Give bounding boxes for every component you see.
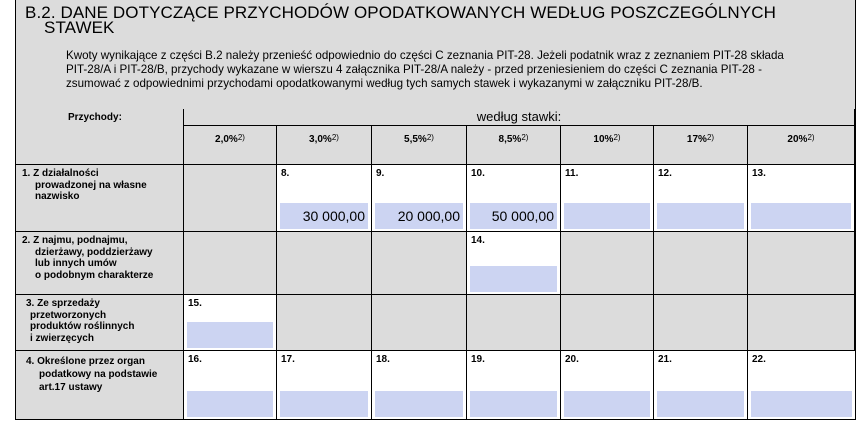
field-number: 13. [752, 168, 766, 179]
field-8 [277, 165, 372, 232]
row-label: 3. Ze sprzedaży przetworzonych produktów roślinnych i zwierzęcych [26, 298, 135, 344]
empty-cell [277, 232, 372, 295]
field-number: 14. [471, 235, 485, 246]
note-line: PIT-28/A i PIT-28/B, przychody wykazane w wierszu 4 załącznika PIT-28/A należy - przed przeniesieniem do części C zeznania PIT-28 - [66, 63, 762, 76]
empty-cell [561, 232, 654, 295]
note-line: Kwoty wynikające z części B.2 należy przenieść odpowiednio do części C zeznania PIT-28. Jeżeli podatnik wraz z zeznaniem PIT-28 składa [66, 49, 784, 62]
section-note [66, 49, 846, 91]
field-14 [467, 232, 561, 295]
rate-col-header: 5,5%$^{2)}$ [372, 126, 467, 165]
field-15 [184, 295, 277, 351]
field-number: 11. [565, 168, 579, 179]
field-number: 21. [658, 354, 672, 365]
field-number: 9. [376, 168, 385, 179]
row-label-cell [16, 295, 184, 351]
section-title-line2: STAWEK [44, 18, 115, 37]
rates-header-label: według stawki: [476, 109, 562, 124]
row-label-cell [16, 351, 184, 419]
field-number: 20. [565, 354, 579, 365]
field-number: 18. [376, 354, 390, 365]
field-16 [184, 351, 277, 419]
field-number: 17. [281, 354, 295, 365]
rates-header-cell [184, 109, 855, 126]
empty-cell [184, 232, 277, 295]
section-title [25, 5, 776, 35]
field-17 [277, 351, 372, 419]
empty-cell [372, 232, 467, 295]
field-number: 12. [658, 168, 672, 179]
field-11 [561, 165, 654, 232]
row-label-cell [16, 232, 184, 295]
field-20-input[interactable] [564, 391, 650, 417]
field-13 [748, 165, 855, 232]
field-number: 8. [281, 168, 290, 179]
field-number: 10. [471, 168, 485, 179]
income-header-cell [16, 109, 184, 165]
income-header-label: Przychody: [68, 112, 122, 123]
empty-cell [561, 295, 654, 351]
field-10-input[interactable]: 50 000,00 [470, 203, 557, 229]
field-21 [654, 351, 748, 419]
empty-cell [748, 232, 855, 295]
empty-cell [654, 295, 748, 351]
field-number: 22. [752, 354, 766, 365]
field-18 [372, 351, 467, 419]
field-10 [467, 165, 561, 232]
empty-cell [277, 295, 372, 351]
rate-col-header: 10%$^{2)}$ [561, 126, 654, 165]
empty-cell [372, 295, 467, 351]
field-number: 16. [188, 354, 202, 365]
field-18-input[interactable] [375, 391, 463, 417]
rate-col-header: 20%$^{2)}$ [748, 126, 855, 165]
empty-cell [184, 165, 277, 232]
section-b2 [15, 0, 856, 420]
row-label: 2. Z najmu, podnajmu, dzierżawy, poddzierżawy lub innych umów o podobnym charakterze [22, 235, 154, 281]
field-12-input[interactable] [657, 203, 744, 229]
empty-cell [748, 295, 855, 351]
field-12 [654, 165, 748, 232]
field-19 [467, 351, 561, 419]
field-22-input[interactable] [751, 391, 852, 417]
field-20 [561, 351, 654, 419]
field-22 [748, 351, 855, 419]
rate-col-header: 2,0%$^{2)}$ [184, 126, 277, 165]
field-15-input[interactable] [187, 322, 273, 348]
field-9-input[interactable]: 20 000,00 [375, 203, 463, 229]
empty-cell [654, 232, 748, 295]
section-header [16, 0, 855, 110]
field-17-input[interactable] [280, 391, 368, 417]
field-14-input[interactable] [470, 266, 557, 292]
field-9 [372, 165, 467, 232]
field-11-input[interactable] [564, 203, 650, 229]
rate-col-header: 8,5%$^{2)}$ [467, 126, 561, 165]
field-21-input[interactable] [657, 391, 744, 417]
field-number: 15. [188, 298, 202, 309]
row-label: 1. Z działalności prowadzonej na własne nazwisko [22, 168, 147, 202]
rate-col-header: 3,0%$^{2)}$ [277, 126, 372, 165]
field-8-input[interactable]: 30 000,00 [280, 203, 368, 229]
field-number: 19. [471, 354, 485, 365]
field-16-input[interactable] [187, 391, 273, 417]
note-line: zsumować z odpowiednimi przychodami opodatkowanymi według tych samych stawek i wykazanymi w załączniku PIT-28/B. [66, 77, 703, 90]
rate-col-header: 17%$^{2)}$ [654, 126, 748, 165]
row-label-cell [16, 165, 184, 232]
field-13-input[interactable] [751, 203, 851, 229]
empty-cell [467, 295, 561, 351]
section-title-line1: B.2. DANE DOTYCZĄCE PRZYCHODÓW OPODATKOWANYCH WEDŁUG POSZCZEGÓLNYCH [25, 3, 776, 22]
field-19-input[interactable] [470, 391, 557, 417]
row-label: 4. Określone przez organ podatkowy na podstawie art.17 ustawy [26, 356, 158, 393]
